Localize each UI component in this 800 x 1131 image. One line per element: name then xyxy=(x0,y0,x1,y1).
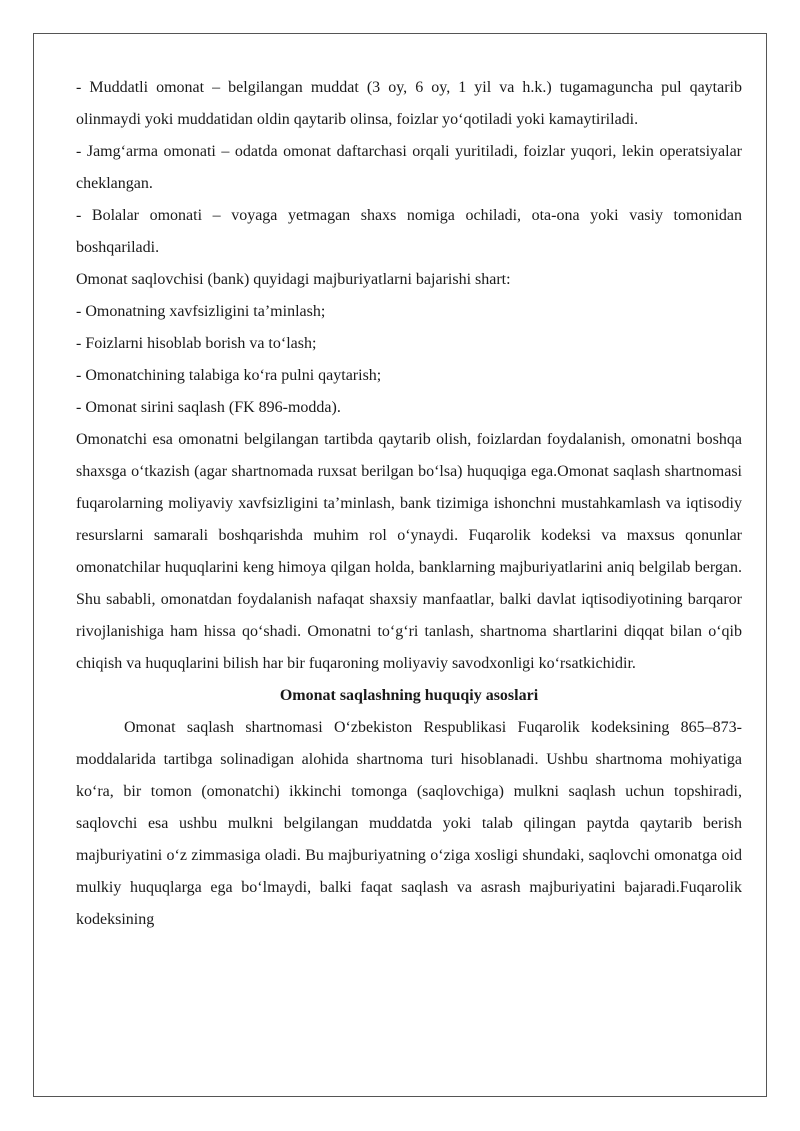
paragraph-children-deposit: - Bolalar omonati – voyaga yetmagan shaxs nomiga ochiladi, ota-ona yoki vasiy tomonidan boshqariladi. xyxy=(76,207,742,256)
section-heading: Omonat saqlashning huquqiy asoslari xyxy=(279,687,539,704)
list-item-return: - Omonatchining talabiga ko‘ra pulni qaytarish; xyxy=(76,367,382,384)
paragraph-savings-deposit: - Jamg‘arma omonati – odatda omonat daftarchasi orqali yuritiladi, foizlar yuqori, lekin operatsiyalar cheklangan. xyxy=(76,143,742,192)
list-item-secrecy: - Omonat sirini saqlash (FK 896-modda). xyxy=(76,399,341,416)
paragraph-legal-basis: Omonat saqlash shartnomasi O‘zbekiston Respublikasi Fuqarolik kodeksining 865–873-moddalarida tartibga solinadigan alohida shartnoma turi hisoblanadi. Ushbu shartnoma mohiyatiga ko‘ra, bir tomon (omonatchi) ikkinchi tomonga (saqlovchiga) mulkni saqlash uchun topshiradi, saqlovchi esa ushbu mulkni belgilangan muddatda yoki talab qilingan paytda qaytarib berish majburiyatini o‘z zimmasiga oladi. Bu majburiyatning o‘ziga xosligi shundaki, saqlovchi omonatga oid mulkiy huquqlarga ega bo‘lmaydi, balki faqat saqlash va asrash majburiyatini bajaradi.Fuqarolik kodeksining xyxy=(76,719,742,928)
list-item-safety: - Omonatning xavfsizligini ta’minlash; xyxy=(76,303,326,320)
paragraph-bank-obligations-intro: Omonat saqlovchisi (bank) quyidagi majburiyatlarni bajarishi shart: xyxy=(76,271,511,288)
paragraph-depositor-rights: Omonatchi esa omonatni belgilangan tartibda qaytarib olish, foizlardan foydalanish, omonatni boshqa shaxsga o‘tkazish (agar shartnomada ruxsat berilgan bo‘lsa) huquqiga ega.Omonat saqlash shartnomasi fuqarolarning moliyaviy xavfsizligini ta’minlash, bank tizimiga ishonchni mustahkamlash va iqtisodiy resurslarni samarali boshqarishda muhim rol o‘ynaydi. Fuqarolik kodeksi va maxsus qonunlar omonatchilar huquqlarini keng himoya qilgan holda, banklarning majburiyatlarini aniq belgilab bergan. Shu sababli, omonatdan foydalanish nafaqat shaxsiy manfaatlar, balki davlat iqtisodiyotining barqaror rivojlanishiga ham hissa qo‘shadi. Omonatni to‘g‘ri tanlash, shartnoma shartlarini diqqat bilan o‘qib chiqish va huquqlarini bilish har bir fuqaroning moliyaviy savodxonligi ko‘rsatkichidir. xyxy=(76,431,742,672)
list-item-interest: - Foizlarni hisoblab borish va to‘lash; xyxy=(76,335,317,352)
paragraph-term-deposit: - Muddatli omonat – belgilangan muddat (3 oy, 6 oy, 1 yil va h.k.) tugamaguncha pul qaytarib olinmaydi yoki muddatidan oldin qaytarib olinsa, foizlar yo‘qotiladi yoki kamaytiriladi. xyxy=(76,79,742,128)
document-body xyxy=(76,72,742,936)
